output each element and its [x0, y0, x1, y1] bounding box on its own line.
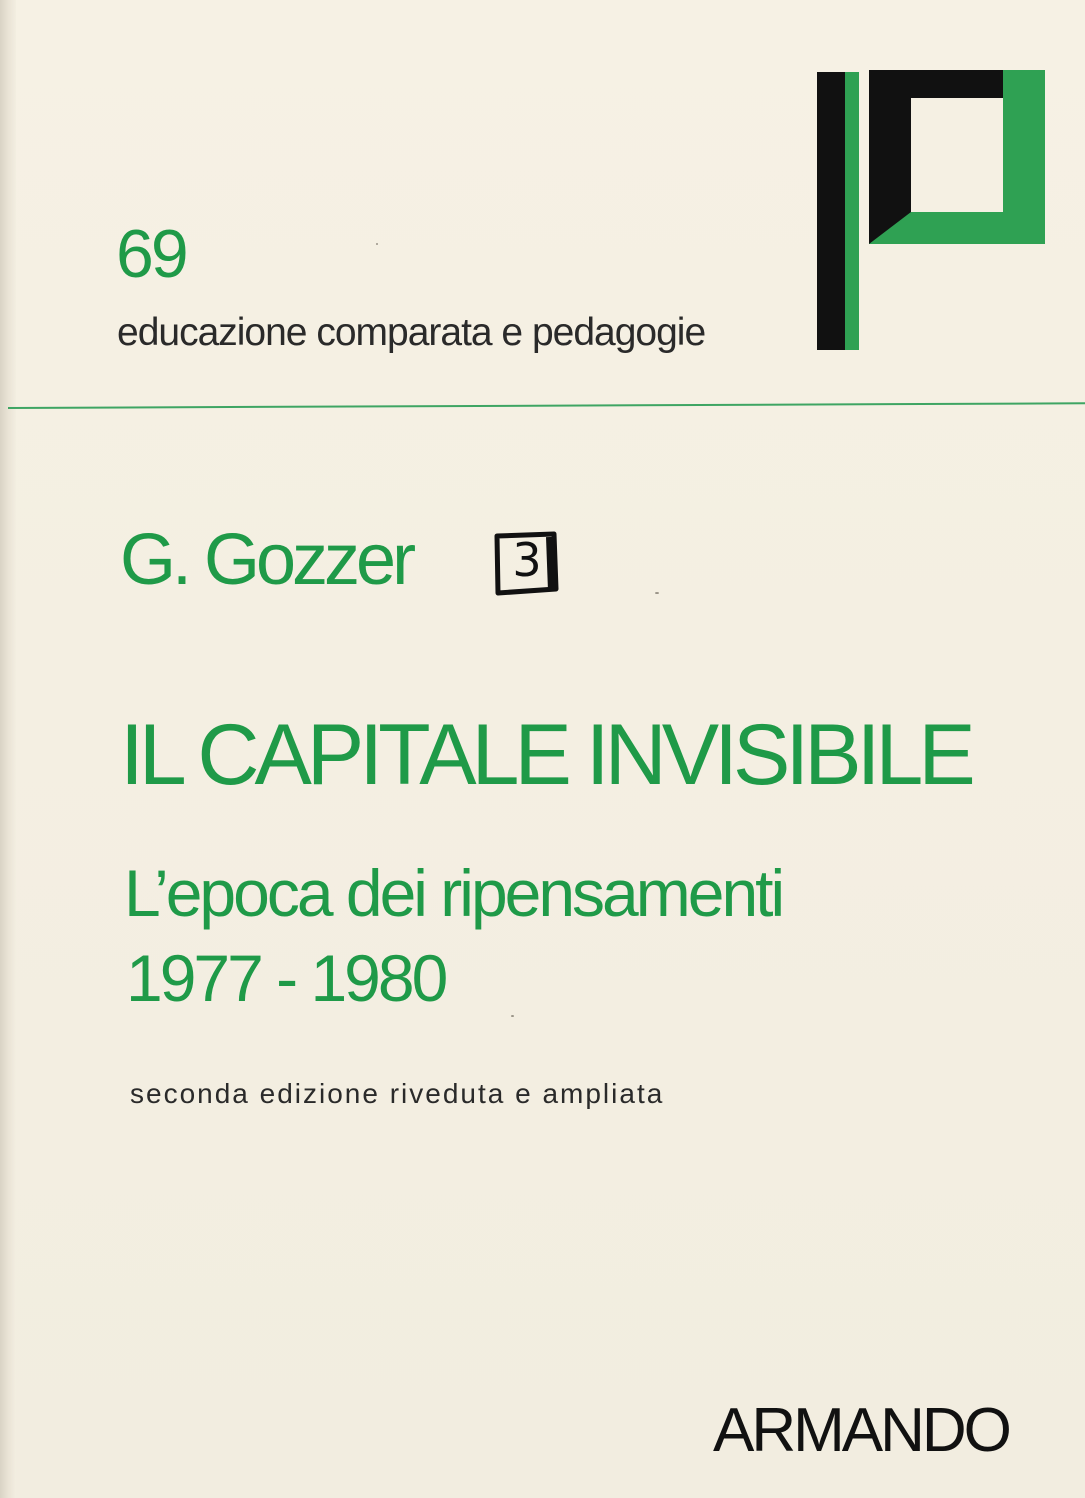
publisher-name: ARMANDO: [713, 1396, 1009, 1465]
paper-speck: [511, 1015, 514, 1017]
series-number: 69: [116, 216, 186, 292]
logo-stem-green: [845, 72, 859, 350]
book-title: IL CAPITALE INVISIBILE: [120, 707, 971, 803]
cover-divider-line: [8, 402, 1085, 409]
paper-speck: [655, 592, 659, 594]
book-subtitle: L’epoca dei ripensamenti: [124, 856, 783, 930]
logo-stem-black: [817, 72, 845, 350]
logo-window: [911, 98, 1003, 212]
edition-note: seconda edizione riveduta e ampliata: [130, 1078, 665, 1109]
cover-edge: [0, 0, 16, 1498]
book-years: 1977 - 1980: [126, 941, 446, 1015]
volume-mark-number: 3: [512, 533, 542, 587]
publisher-p-logo-icon: [815, 68, 1047, 353]
series-name: educazione comparata e pedagogie: [117, 311, 706, 354]
paper-speck: [376, 243, 378, 245]
handwritten-volume-mark: [494, 531, 560, 597]
author-name: G. Gozzer: [120, 520, 413, 600]
